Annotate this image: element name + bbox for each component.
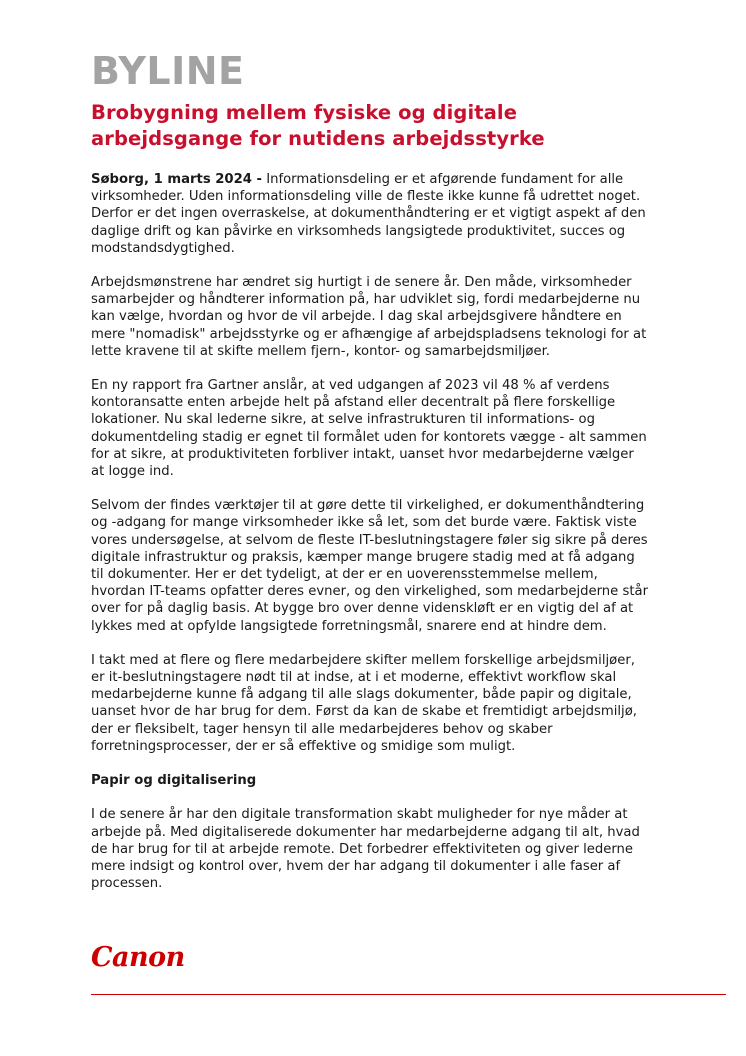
intro-paragraph [91,171,651,257]
dateline: Søborg, 1 marts 2024 - [91,172,263,187]
document-page [91,48,651,909]
byline-label: BYLINE [91,49,245,93]
section-heading: Papir og digitalisering [91,773,257,789]
body-paragraph-1: Arbejdsmønstrene har ændret sig hurtigt i de senere år. Den måde, virksomheder samarbejder og håndterer information på, har udviklet sig, fordi medarbejderne nu kan vælge, hvordan og hvor de vil arbejde. I dag skal arbejdsgivere håndtere en mere "nomadisk" arbejdsstyrke og er afhængige af arbejdspladsens teknologi for at lette kravene til at skifte mellem fjern-, kontor- og samarbejdsmiljøer. [91,275,647,359]
footer-divider [91,994,726,995]
body-paragraph-2: En ny rapport fra Gartner anslår, at ved udgangen af 2023 vil 48 % af verdens kontoransatte enten arbejde helt på afstand eller decentralt på flere forskellige lokationer. Nu skal lederne sikre, at selve infrastrukturen til informations- og dokumentdeling stadig er egnet til formålet uden for kontorets vægge - alt sammen for at sikre, at produktiviteten forbliver intakt, uanset hvor medarbejderne vælger at logge ind. [91,378,647,480]
intro-text: Informationsdeling er et afgørende fundament for alle virksomheder. Uden informationsdeling ville de fleste ikke kunne få udrettet noget. Derfor er det ingen overraskelse, at dokumenthåndtering er et vigtigt aspekt af den daglige drift og kan påvirke en virksomheds langsigtede produktivitet, succes og modstandsdygtighed. [91,172,646,256]
article-headline: Brobygning mellem fysiske og digitale arbejdsgange for nutidens arbejdsstyrke [91,101,545,150]
body-paragraph-3: Selvom der findes værktøjer til at gøre dette til virkelighed, er dokumenthåndtering og -adgang for mange virksomheder ikke så let, som det burde være. Faktisk viste vores undersøgelse, at selvom de fleste IT-beslutningstagere føler sig sikre på deres digitale infrastruktur og praksis, kæmper mange brugere stadig med at få adgang til dokumenter. Her er det tydeligt, at der er en uoverensstemmelse mellem, hvordan IT-teams opfatter deres evner, og den virkelighed, som medarbejderne står over for på daglig basis. At bygge bro over denne videnskløft er en vigtig del af at lykkes med at opfylde langsigtede forretningsmål, snarere end at hindre dem. [91,498,649,634]
body-paragraph-4: I takt med at flere og flere medarbejdere skifter mellem forskellige arbejdsmiljøer, er it-beslutningstagere nødt til at indse, at i et moderne, effektivt workflow skal medarbejderne kunne få adgang til alle slags dokumenter, både papir og digitale, uanset hvor de har brug for dem. Først da kan de skabe et fremtidigt arbejdsmiljø, der er fleksibelt, tager hensyn til alle medarbejderes behov og skaber forretningsprocesser, der er så effektive og smidige som muligt. [91,652,637,754]
canon-logo: Canon [91,942,185,973]
section-paragraph: I de senere år har den digitale transformation skabt muligheder for nye måder at arbejde på. Med digitaliserede dokumenter har medarbejderne adgang til alt, hvad de har brug for til at arbejde remote. Det forbedrer effektiviteten og giver lederne mere indsigt og kontrol over, hvem der har adgang til dokumenter i alle faser af processen. [91,807,640,892]
